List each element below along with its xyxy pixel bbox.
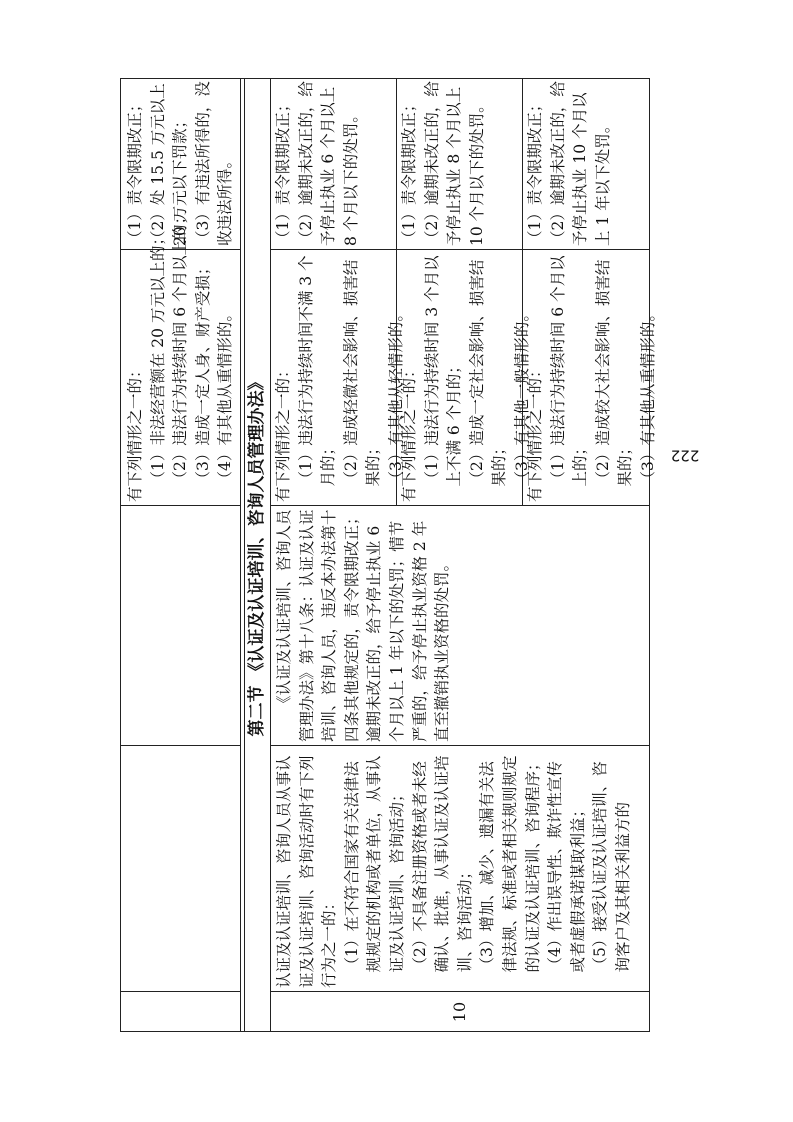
penalty-line: （1）责令限期改正；	[526, 96, 544, 246]
section-title: 第二节 《认证及认证培训、咨询人员管理办法》	[247, 373, 267, 737]
condition-line: （2）违法行为持续时间 6 个月以上的；	[171, 208, 190, 487]
row-number: 10	[450, 1001, 469, 1023]
tier-3-conditions	[524, 252, 660, 502]
condition-line: （1）违法行为持续时间不满 3 个月的；	[296, 255, 338, 487]
penalty-line: （3）有违法所得的，没收违法所得。	[193, 81, 235, 246]
condition-line: （2）造成较大社会影响、损害结果的；	[593, 259, 635, 487]
legal-basis-cell	[273, 508, 454, 742]
condition-line: （1）非法经营额在 20 万元以上的；	[148, 230, 167, 487]
condition-line: （4）有其他从重情形的。	[216, 306, 235, 487]
tier-1-conditions	[272, 252, 408, 502]
condition-line: 有下列情形之一的：	[274, 362, 292, 502]
condition-line: 有下列情形之一的：	[126, 362, 144, 502]
penalty-line: （2）逾期未改正的，给予停止执业 10 个月以上 1 年以下处罚。	[548, 81, 612, 246]
penalty-line: （1）责令限期改正；	[400, 96, 418, 246]
condition-line: （1）违法行为持续时间 6 个月以上的；	[548, 255, 590, 487]
condition-line: 有下列情形之一的：	[400, 362, 418, 502]
description-line: 认证及认证培训、咨询人员从事认证及认证培训、咨询活动时有下列行为之一的：	[275, 755, 339, 988]
penalty-line: （2）逾期未改正的，给予停止执业 6 个月以上 8 个月以下的处罚。	[296, 81, 360, 246]
tier-3-penalty	[524, 80, 614, 246]
penalty-line: （2）处 15.5 万元以上 20 万元以下罚款；	[148, 83, 190, 246]
description-line: （4）作出误导性、欺诈性宣传或者虚假承诺谋取利益；	[546, 761, 587, 973]
condition-line: （3）造成一定人身、财产受损；	[193, 259, 212, 487]
condition-line: （1）违法行为持续时间 3 个月以上不满 6 个月的；	[422, 255, 464, 487]
tier-1-penalty	[272, 80, 362, 246]
condition-line: 有下列情形之一的：	[526, 362, 544, 502]
penalty-line: （1）责令限期改正；	[126, 96, 144, 246]
rotated-regulation-table	[120, 78, 700, 1032]
penalty-line: （2）逾期未改正的，给予停止执业 8 个月以上 10 个月以下的处罚。	[422, 81, 486, 246]
penalty-line: （1）责令限期改正；	[274, 96, 292, 246]
top-penalty-cell	[124, 80, 237, 246]
legal-basis-text: 《认证及认证培训、咨询人员管理办法》第十八条：认证及认证培训、咨询人员，违反本办法第十四条其他规定的，责令限期改正；逾期未改正的，给予停止执业 6 个月以上 1 年以下的处罚；情节严重的，给予停止执业资格 2 年直至撤销执业资格的处罚。	[275, 509, 452, 742]
description-line: （3）增加、减少、遗漏有关法律法规、标准或者相关规则规定的认证及认证培训、咨询程序；	[478, 755, 542, 973]
top-conditions-cell	[124, 208, 237, 502]
condition-line: （3）有其他从重情形的。	[638, 306, 657, 487]
violation-description-cell	[273, 748, 635, 988]
condition-line: （2）造成轻微社会影响、损害结果的；	[341, 259, 383, 487]
condition-line: （3）有其他一般情形的。	[512, 306, 531, 487]
tier-2-penalty	[398, 80, 488, 246]
condition-line: （2）造成一定社会影响、损害结果的；	[467, 259, 509, 487]
description-line: （1）在不符合国家有关法律法规规定的机构或者单位，从事认证及认证培训、咨询活动；	[342, 755, 406, 973]
page-number: 222	[670, 446, 700, 465]
condition-line: （3）有其他从轻情形的。	[386, 306, 405, 487]
description-line: （2）不具备注册资格或者未经确认、批准，从事认证及认证培训、咨询活动；	[410, 755, 474, 973]
description-line: （5）接受认证及认证培训、咨询客户及其相关利益方的	[591, 761, 632, 973]
tier-2-conditions	[398, 252, 534, 502]
